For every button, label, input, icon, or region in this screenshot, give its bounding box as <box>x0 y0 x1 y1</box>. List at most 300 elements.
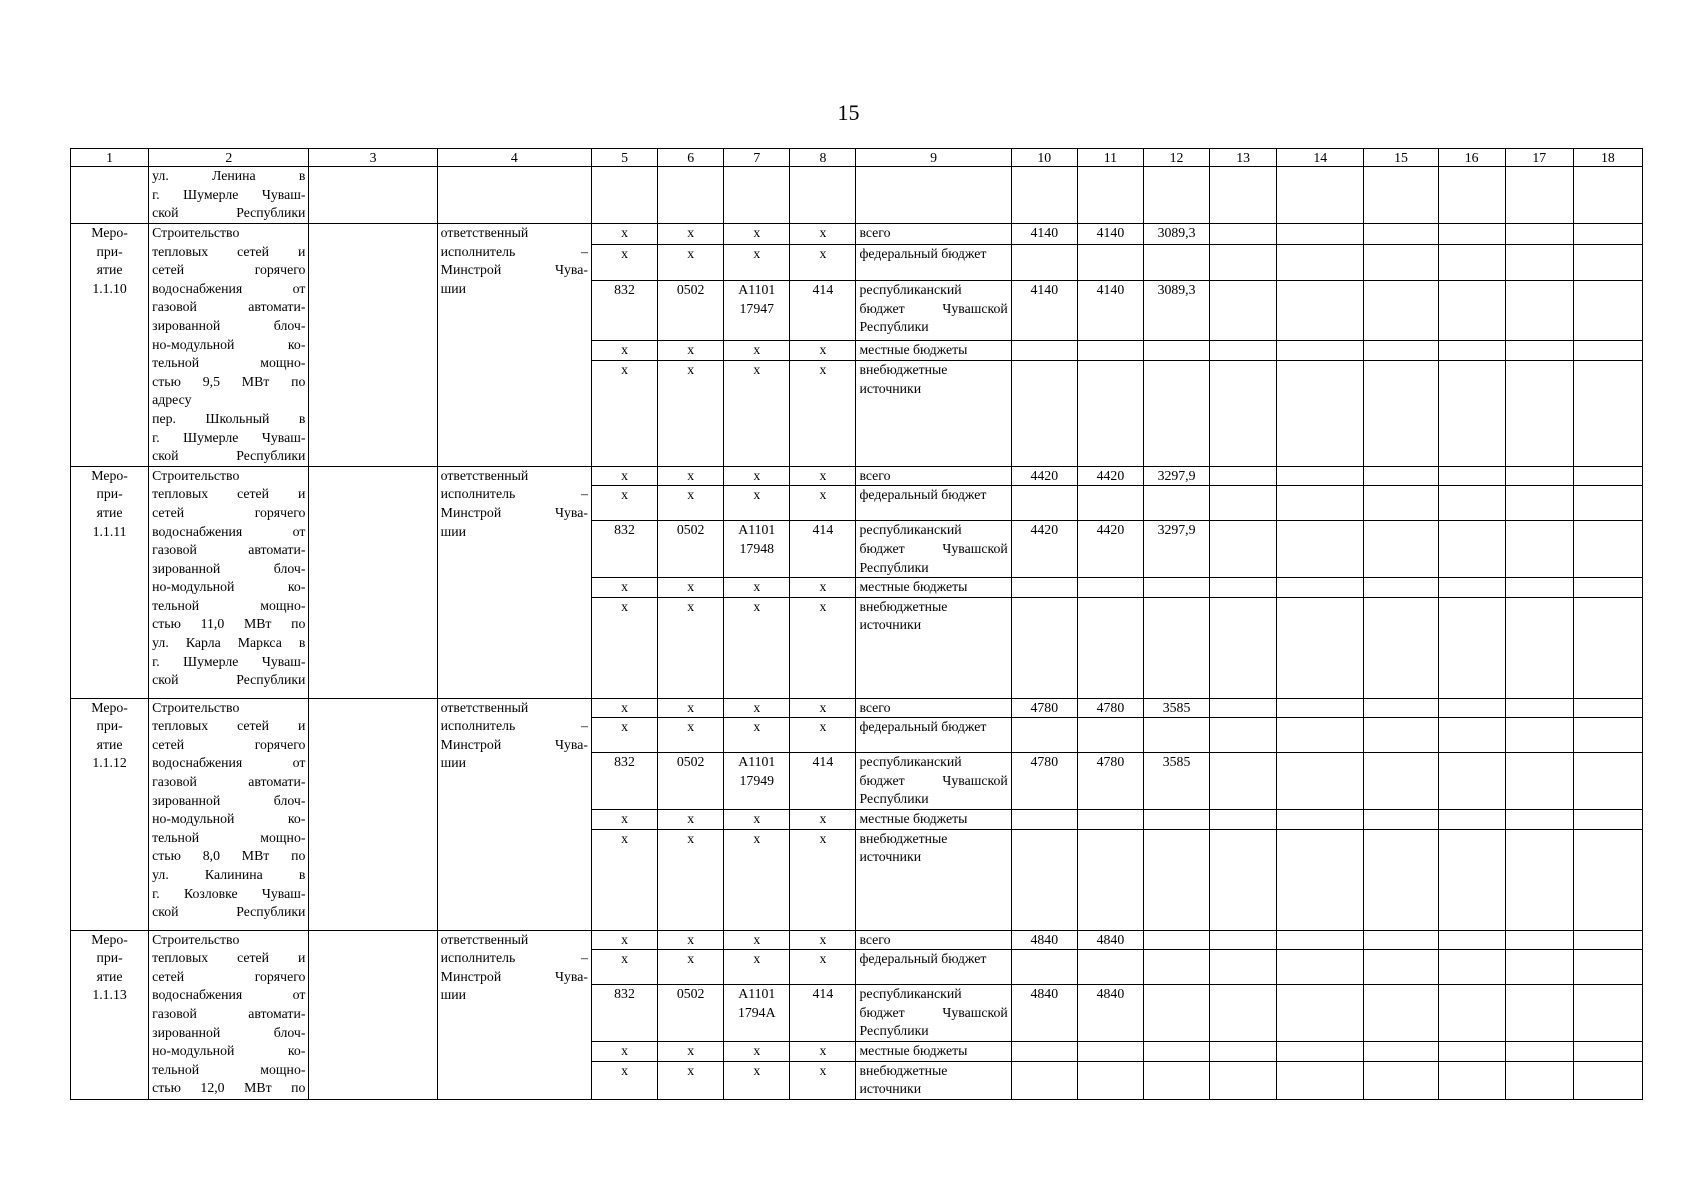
target-item-cell: x <box>724 224 790 245</box>
measure-label-line: Меро- <box>91 699 128 715</box>
expense-type-cell: x <box>790 1061 856 1099</box>
empty-cell <box>1210 985 1277 1042</box>
value-2019-cell <box>1011 361 1077 467</box>
empty-cell <box>1210 718 1277 753</box>
column-number-header: 13 <box>1210 149 1277 167</box>
empty-cell <box>1573 810 1642 830</box>
measure-block <box>71 698 1643 930</box>
empty-cell <box>1505 985 1573 1042</box>
empty-cell <box>1505 950 1573 985</box>
empty-cell <box>1438 224 1505 245</box>
expense-type-cell: x <box>790 829 856 930</box>
value-2020-cell: 4840 <box>1077 930 1143 950</box>
empty-cell <box>1364 950 1438 985</box>
measure-label-line: 1.1.10 <box>92 280 127 296</box>
target-item-cell: x <box>724 810 790 830</box>
value-2020-cell <box>1077 829 1143 930</box>
measure-label-line: ятие <box>96 736 123 752</box>
value-2019-cell <box>1011 1061 1077 1099</box>
grbs-code-cell: x <box>591 486 657 521</box>
name-line: г. Козловке Чуваш- <box>152 885 306 901</box>
executor-line: Минстрой Чува- <box>440 736 588 752</box>
section-code-cell: x <box>658 578 724 598</box>
section-code-cell: x <box>658 1061 724 1099</box>
empty-cell <box>1364 521 1438 578</box>
value-2020-cell <box>1077 578 1143 598</box>
empty-cell <box>1438 361 1505 467</box>
empty-cell <box>658 167 724 224</box>
value-2020-cell: 4140 <box>1077 281 1143 340</box>
measure-label-line: при- <box>96 718 123 734</box>
empty-cell <box>1210 753 1277 810</box>
name-line: стью 8,0 МВт по <box>152 848 306 864</box>
executor-line: Минстрой Чува- <box>440 262 588 278</box>
target-item-cell: x <box>724 244 790 281</box>
empty-cell <box>1573 281 1642 340</box>
executor-line: исполнитель – <box>440 486 588 502</box>
funding-source-cell: федеральный бюджет <box>856 950 1011 985</box>
name-line: ул. Калинина в <box>152 867 306 883</box>
target-item-cell: x <box>724 1042 790 1062</box>
empty-cell <box>1364 340 1438 361</box>
measure-label-line: 1.1.13 <box>92 987 127 1003</box>
column-number-header: 7 <box>724 149 790 167</box>
column-number-header: 12 <box>1143 149 1209 167</box>
empty-cell <box>1210 1042 1277 1062</box>
name-line: водоснабжения от <box>152 280 306 296</box>
empty-cell <box>1364 1061 1438 1099</box>
name-line: тепловых сетей и <box>152 486 306 502</box>
name-line: ул. Карла Маркса в <box>152 635 306 651</box>
name-line: стью 11,0 МВт по <box>152 616 306 632</box>
name-line: ской Республики <box>152 672 306 688</box>
executor-line: исполнитель – <box>440 718 588 734</box>
funding-source-cell: республиканский бюджет Чувашской Республики <box>856 985 1011 1042</box>
empty-cell <box>1210 340 1277 361</box>
target-item-cell: A1101 17947 <box>724 281 790 340</box>
column-number-header: 1 <box>71 149 149 167</box>
name-line: ской Республики <box>152 904 306 920</box>
value-2019-cell: 4140 <box>1011 224 1077 245</box>
target-item-cell: x <box>724 698 790 718</box>
empty-cell <box>1210 224 1277 245</box>
continuation-row <box>71 167 1643 224</box>
empty-cell <box>1573 167 1642 224</box>
value-2019-cell: 4780 <box>1011 698 1077 718</box>
empty-cell <box>1210 486 1277 521</box>
measure-label-line: Меро- <box>91 225 128 240</box>
budget-table <box>70 148 1643 1100</box>
empty-cell <box>1573 718 1642 753</box>
empty-cell <box>1364 597 1438 698</box>
name-line: тельной мощно- <box>152 1061 306 1077</box>
grbs-code-cell: x <box>591 829 657 930</box>
target-item-cell: x <box>724 829 790 930</box>
empty-cell <box>1364 753 1438 810</box>
empty-cell <box>1573 753 1642 810</box>
empty-cell <box>1210 930 1277 950</box>
empty-cell <box>1438 753 1505 810</box>
value-2021-cell <box>1143 361 1209 467</box>
empty-cell <box>1505 466 1573 486</box>
empty-cell <box>1210 597 1277 698</box>
name-line: ул. Ленина в <box>152 168 306 183</box>
section-code-cell: x <box>658 244 724 281</box>
empty-cell <box>1505 718 1573 753</box>
grbs-code-cell: x <box>591 698 657 718</box>
empty-cell <box>1277 361 1364 467</box>
grbs-code-cell: x <box>591 340 657 361</box>
value-2021-cell: 3297,9 <box>1143 521 1209 578</box>
empty-cell <box>1438 1042 1505 1062</box>
section-code-cell: x <box>658 718 724 753</box>
empty-cell <box>856 167 1011 224</box>
section-code-cell: 0502 <box>658 521 724 578</box>
empty-cell <box>1277 466 1364 486</box>
expense-type-cell: x <box>790 578 856 598</box>
empty-cell <box>1277 340 1364 361</box>
grbs-code-cell: 832 <box>591 985 657 1042</box>
empty-cell <box>1210 361 1277 467</box>
empty-cell <box>1438 521 1505 578</box>
empty-cell <box>1573 578 1642 598</box>
funding-source-cell: внебюджетные источники <box>856 1061 1011 1099</box>
measure-label-line: 1.1.11 <box>92 523 127 539</box>
section-code-cell: 0502 <box>658 281 724 340</box>
funding-source-cell: республиканский бюджет Чувашской Республики <box>856 753 1011 810</box>
empty-cell <box>309 466 437 698</box>
name-line: зированной блоч- <box>152 792 306 808</box>
name-line: г. Шумерле Чуваш- <box>152 653 306 669</box>
empty-cell <box>1573 486 1642 521</box>
measure-label-line: Меро- <box>91 467 128 483</box>
value-2021-cell <box>1143 718 1209 753</box>
value-2021-cell <box>1143 985 1209 1042</box>
name-line: но-модульной ко- <box>152 336 306 352</box>
measure-label-cell <box>71 224 149 467</box>
target-item-cell: x <box>724 597 790 698</box>
empty-cell <box>1277 930 1364 950</box>
value-2021-cell: 3297,9 <box>1143 466 1209 486</box>
grbs-code-cell: x <box>591 361 657 467</box>
grbs-code-cell: x <box>591 810 657 830</box>
value-2019-cell: 4840 <box>1011 930 1077 950</box>
measure-label-line: при- <box>96 486 123 502</box>
expense-type-cell: x <box>790 698 856 718</box>
empty-cell <box>1438 244 1505 281</box>
empty-cell <box>1438 718 1505 753</box>
funding-source-cell: местные бюджеты <box>856 578 1011 598</box>
empty-cell <box>1364 244 1438 281</box>
value-2021-cell <box>1143 486 1209 521</box>
budget-row <box>71 224 1643 245</box>
empty-cell <box>1364 361 1438 467</box>
name-line: сетей горячего <box>152 262 306 278</box>
empty-cell <box>1210 521 1277 578</box>
funding-source-cell: местные бюджеты <box>856 340 1011 361</box>
empty-cell <box>1210 466 1277 486</box>
section-code-cell: x <box>658 698 724 718</box>
empty-cell <box>1210 698 1277 718</box>
empty-cell <box>1505 361 1573 467</box>
target-item-cell: x <box>724 718 790 753</box>
budget-row <box>71 466 1643 486</box>
grbs-code-cell: 832 <box>591 281 657 340</box>
name-line: г. Шумерле Чуваш- <box>152 429 306 445</box>
grbs-code-cell: x <box>591 466 657 486</box>
empty-cell <box>1210 950 1277 985</box>
target-item-cell: A1101 17949 <box>724 753 790 810</box>
value-2021-cell <box>1143 829 1209 930</box>
value-2020-cell <box>1077 361 1143 467</box>
empty-cell <box>1364 1042 1438 1062</box>
column-number-header: 2 <box>149 149 309 167</box>
empty-cell <box>1573 466 1642 486</box>
empty-cell <box>1573 1061 1642 1099</box>
executor-line: Минстрой Чува- <box>440 504 588 520</box>
executor-cell <box>437 466 591 698</box>
measure-name-cell <box>149 466 309 698</box>
name-line: газовой автомати- <box>152 542 306 558</box>
empty-cell <box>1210 167 1277 224</box>
measure-label-line: при- <box>96 243 123 259</box>
column-number-header: 15 <box>1364 149 1438 167</box>
measure-label-line: Меро- <box>91 931 128 947</box>
executor-cell <box>437 224 591 467</box>
measure-label-line: при- <box>96 950 123 966</box>
empty-cell <box>1210 829 1277 930</box>
expense-type-cell: x <box>790 361 856 467</box>
value-2020-cell <box>1077 597 1143 698</box>
empty-cell <box>1364 486 1438 521</box>
value-2020-cell <box>1077 340 1143 361</box>
budget-row <box>71 930 1643 950</box>
value-2019-cell <box>1011 340 1077 361</box>
section-code-cell: x <box>658 1042 724 1062</box>
empty-cell <box>1505 698 1573 718</box>
empty-cell <box>1210 578 1277 598</box>
value-2021-cell <box>1143 244 1209 281</box>
empty-cell <box>1505 340 1573 361</box>
name-line: тепловых сетей и <box>152 718 306 734</box>
name-line: адресу <box>152 392 192 408</box>
expense-type-cell: x <box>790 950 856 985</box>
section-code-cell: x <box>658 810 724 830</box>
name-line: тельной мощно- <box>152 829 306 845</box>
empty-cell <box>1438 167 1505 224</box>
empty-cell <box>1505 1061 1573 1099</box>
expense-type-cell: x <box>790 486 856 521</box>
value-2019-cell <box>1011 244 1077 281</box>
empty-cell <box>1210 1061 1277 1099</box>
empty-cell <box>1364 167 1438 224</box>
value-2021-cell <box>1143 597 1209 698</box>
section-code-cell: 0502 <box>658 985 724 1042</box>
value-2019-cell: 4780 <box>1011 753 1077 810</box>
name-line: тельной мощно- <box>152 597 306 613</box>
name-line: газовой автомати- <box>152 774 306 790</box>
target-item-cell: x <box>724 486 790 521</box>
empty-cell <box>1277 753 1364 810</box>
empty-cell <box>591 167 657 224</box>
section-code-cell: x <box>658 930 724 950</box>
value-2020-cell <box>1077 486 1143 521</box>
value-2019-cell: 4420 <box>1011 466 1077 486</box>
executor-cell <box>437 698 591 930</box>
empty-cell <box>1438 1061 1505 1099</box>
measure-label-cell <box>71 466 149 698</box>
name-line: водоснабжения от <box>152 987 306 1003</box>
empty-cell <box>1505 810 1573 830</box>
executor-cell <box>437 930 591 1099</box>
measure-block <box>71 930 1643 1099</box>
expense-type-cell: x <box>790 1042 856 1062</box>
name-line: тепловых сетей и <box>152 243 306 259</box>
name-line: стью 12,0 МВт по <box>152 1080 306 1096</box>
funding-source-cell: внебюджетные источники <box>856 829 1011 930</box>
expense-type-cell: 414 <box>790 985 856 1042</box>
target-item-cell: A1101 1794A <box>724 985 790 1042</box>
name-line: пер. Школьный в <box>152 410 306 426</box>
column-number-header: 18 <box>1573 149 1642 167</box>
column-number-header: 6 <box>658 149 724 167</box>
empty-cell <box>1438 829 1505 930</box>
value-2021-cell <box>1143 930 1209 950</box>
target-item-cell: x <box>724 466 790 486</box>
funding-source-cell: внебюджетные источники <box>856 597 1011 698</box>
value-2019-cell <box>1011 718 1077 753</box>
name-line: ской Республики <box>152 448 306 464</box>
empty-cell <box>1438 466 1505 486</box>
empty-cell <box>1438 985 1505 1042</box>
measure-name-cell <box>149 698 309 930</box>
empty-cell <box>1573 340 1642 361</box>
value-2019-cell <box>1011 578 1077 598</box>
value-2021-cell <box>1143 1042 1209 1062</box>
name-line: газовой автомати- <box>152 1006 306 1022</box>
target-item-cell: x <box>724 340 790 361</box>
empty-cell <box>1573 361 1642 467</box>
value-2021-cell: 3585 <box>1143 698 1209 718</box>
target-item-cell: x <box>724 578 790 598</box>
empty-cell <box>1277 985 1364 1042</box>
empty-cell <box>1364 578 1438 598</box>
value-2020-cell: 4780 <box>1077 698 1143 718</box>
measure-label-cell <box>71 930 149 1099</box>
section-code-cell: x <box>658 950 724 985</box>
empty-cell <box>1438 486 1505 521</box>
section-code-cell: x <box>658 466 724 486</box>
value-2019-cell <box>1011 597 1077 698</box>
empty-cell <box>1277 281 1364 340</box>
measure-block <box>71 466 1643 698</box>
empty-cell <box>309 167 437 224</box>
section-code-cell: x <box>658 361 724 467</box>
empty-cell <box>1505 829 1573 930</box>
empty-cell <box>1210 244 1277 281</box>
empty-cell <box>1438 950 1505 985</box>
empty-cell <box>1277 718 1364 753</box>
measure-label-line: 1.1.12 <box>92 755 127 771</box>
value-2020-cell <box>1077 810 1143 830</box>
name-line: г. Шумерле Чуваш- <box>152 186 306 202</box>
executor-line: шии <box>440 987 467 1003</box>
empty-cell <box>1438 698 1505 718</box>
measure-label-line: ятие <box>96 968 123 984</box>
empty-cell <box>1364 985 1438 1042</box>
empty-cell <box>1438 597 1505 698</box>
name-line: Строительство <box>152 467 240 483</box>
continuation-block <box>71 167 1643 224</box>
value-2020-cell <box>1077 1042 1143 1062</box>
empty-cell <box>1505 244 1573 281</box>
page-number: 15 <box>837 100 860 125</box>
name-line: тепловых сетей и <box>152 950 306 966</box>
empty-cell <box>1277 1061 1364 1099</box>
expense-type-cell: x <box>790 224 856 245</box>
executor-line: шии <box>440 755 467 771</box>
funding-source-cell: всего <box>856 930 1011 950</box>
value-2021-cell <box>1143 810 1209 830</box>
name-line: зированной блоч- <box>152 1024 306 1040</box>
empty-cell <box>1505 167 1573 224</box>
empty-cell <box>790 167 856 224</box>
value-2021-cell <box>1143 1061 1209 1099</box>
executor-line: шии <box>440 280 467 296</box>
name-line: стью 9,5 МВт по <box>152 373 306 389</box>
empty-cell <box>1505 578 1573 598</box>
empty-cell <box>1573 985 1642 1042</box>
name-line: водоснабжения от <box>152 755 306 771</box>
empty-cell <box>1364 466 1438 486</box>
value-2021-cell <box>1143 578 1209 598</box>
empty-cell <box>1143 167 1209 224</box>
name-line: но-модульной ко- <box>152 579 306 595</box>
grbs-code-cell: x <box>591 1042 657 1062</box>
empty-cell <box>1505 281 1573 340</box>
funding-source-cell: внебюджетные источники <box>856 361 1011 467</box>
expense-type-cell: x <box>790 810 856 830</box>
executor-line: Минстрой Чува- <box>440 968 588 984</box>
section-code-cell: x <box>658 829 724 930</box>
empty-cell <box>1505 1042 1573 1062</box>
name-line: Строительство <box>152 225 240 240</box>
empty-cell <box>1505 930 1573 950</box>
target-item-cell: x <box>724 950 790 985</box>
column-number-header: 11 <box>1077 149 1143 167</box>
empty-cell <box>1573 829 1642 930</box>
executor-line: шии <box>440 523 467 539</box>
section-code-cell: 0502 <box>658 753 724 810</box>
expense-type-cell: 414 <box>790 281 856 340</box>
empty-cell <box>1438 340 1505 361</box>
grbs-code-cell: x <box>591 578 657 598</box>
target-item-cell: x <box>724 930 790 950</box>
value-2020-cell <box>1077 718 1143 753</box>
empty-cell <box>1364 718 1438 753</box>
empty-cell <box>1210 281 1277 340</box>
funding-source-cell: всего <box>856 698 1011 718</box>
column-number-header: 10 <box>1011 149 1077 167</box>
value-2019-cell <box>1011 829 1077 930</box>
measure-label-cell <box>71 698 149 930</box>
column-number-header: 3 <box>309 149 437 167</box>
grbs-code-cell: x <box>591 244 657 281</box>
value-2020-cell <box>1077 244 1143 281</box>
executor-line: ответственный <box>440 225 529 240</box>
empty-cell <box>1364 698 1438 718</box>
empty-cell <box>309 224 437 467</box>
